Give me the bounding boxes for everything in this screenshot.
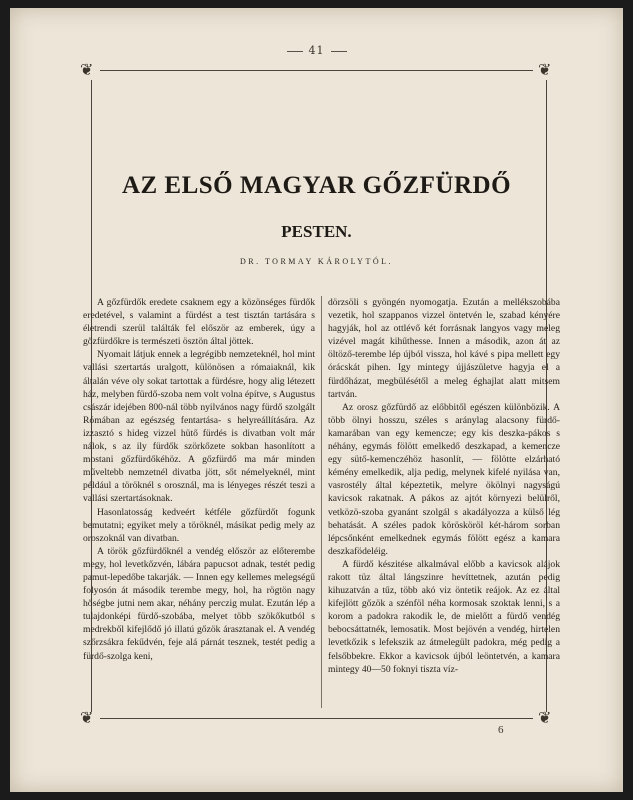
paragraph: Nyomait látjuk ennek a legrégibb nemzeteknél, hol mint vallási szertartás uralgott, különösen a rómaiaknál, kik általán véve oly sokat tartottak a fürdésre, hogy alig létezett ház, melyben fürdő-szoba nem volt volna építve, s Augustus császár idejében 800-nál több nyilvános nagy fürdő szolgált Rómában az egészség fentartása- s helyreállítására. Az izzasztó s hideg vizzel hütő fürdés is divatban volt már nálok, s az ily fürdők szörkőzete sokban hasonlított a mostani gőzfürdőkéhöz. A gőzfürdő ma már minden műveltebb nemzetnél divatba jött, sőt némelyeknél, mint például a töröknél s orosznál, ma is lényeges részét teszi a vallási szertartásoknak.	[83, 349, 315, 505]
corner-ornament-icon: ❦	[538, 708, 552, 727]
article-author: DR. TORMAY KÁROLYTÓL.	[239, 257, 394, 266]
column-divider	[321, 296, 322, 708]
article-title: AZ ELSŐ MAGYAR GŐZFÜRDŐ	[121, 172, 512, 199]
corner-ornament-icon: ❦	[80, 60, 94, 79]
paragraph: Hasonlatosság kedveért kétféle gőzfürdőt fogunk bemutatni; egyiket mely a töröknél, másikat pedig mely az oroszoknál van divatban.	[83, 506, 315, 544]
signature-mark: 6	[498, 724, 504, 736]
divider	[331, 51, 347, 52]
text-column-left	[83, 296, 315, 710]
page-number: 41	[308, 44, 325, 57]
frame-top-rule	[100, 70, 533, 71]
paragraph: Az orosz gőzfürdő az előbbitől egészen különbözik. A több ölnyi hosszu, széles s aránylag alacsony fürdő-kamarában van egy kemencze; egy kis deszka-pákos s néhány, egymás fölött emelkedő deszkapad, a kemencze egy sütő-kemenczéhöz hasonlít, — fölötte elzárható kémény emelkedik, alja pedig, melynek kifelé nyilása van, vasrostély által képeztetik, melyre ökölnyi nagyságú kavicsok rakatnak. A pákos az ajtót környezi belülről, vetközö-szoba gyanánt szolgál s akadályozza a külső lég behatását. A széles padok körösköröl két-három sorban lépcsőnként emelkednek egymás fölött egész a kamara deszkafödeléig.	[328, 401, 560, 557]
frame-bottom-rule	[100, 718, 533, 719]
paragraph: A fürdő készitése alkalmával előbb a kavicsok alájok rakott tüz által lángszinre hevíttetnek, azután pedig kihuzatván a tűz, több akó viz öntetik reájok. Az ez által kifejlött gőzök a szénföl néha kormosak szoktak lenni, s a korom a padokra rakodik le, de mielőtt a fürdő vendég bebocsáttatnék, lemosatik. Most bejövén a vendég, hirtelen levetkőzik s lefekszik az átmelegült padokra, még pedig a felsőbbekre. Ekkor a kavicsok újból leöntetvén, a kamara mintegy 40—50 foknyi tiszta víz-	[328, 558, 560, 675]
paragraph: dörzsöli s gyöngén nyomogatja. Ezután a mellékszobába vezetik, hol szappanos vizzel öntetvén le, szabad kényére hagyják, hol az ottlévő két forrásnak langyos vagy meleg vizével magát kihűthesse. Innen a második, azon át az öltöző-terembe lép újból vissza, hol kávé s pipa mellett egy órácskát pihen. Igy mintegy újjászületve hagyja el a fürdőházat, megbülésétől a meleg éghajlat alatt mitsem tartván.	[328, 297, 560, 400]
text-column-right	[328, 296, 560, 710]
divider	[287, 51, 303, 52]
corner-ornament-icon: ❦	[80, 708, 94, 727]
page-number-header	[0, 44, 633, 57]
article-subtitle: PESTEN.	[281, 222, 352, 241]
paragraph: A gőzfürdők eredete csaknem egy a közönséges fürdők eredetével, s valamint a fürdést a test tisztán tartására s életrendi szerül találták fel először az emberek, úgy a gőzfürdőkre is természeti ösztön által jöttek.	[83, 297, 315, 348]
corner-ornament-icon: ❦	[538, 60, 552, 79]
paragraph: A török gőzfürdőknél a vendég először az előterembe megy, hol levetkőzvén, lábára papucsot adnak, testét pedig pamut-lepedőbe takarják. — Innen egy kellemes melegségű folyosón át második terembe megy, hol, ha rögtön nagy hőségbe jutni nem akar, néhány perczig mulat. Ezután lép a tulajdonképi fürdő-szobába, melyet több szökőkutból s medrekből kifejlődő jó illatú gőzök árasztanak el. A vendég szőrzsákra fekűdvén, feje alá párnát tesznek, testét pedig a fürdő-szolga keni,	[83, 545, 315, 662]
